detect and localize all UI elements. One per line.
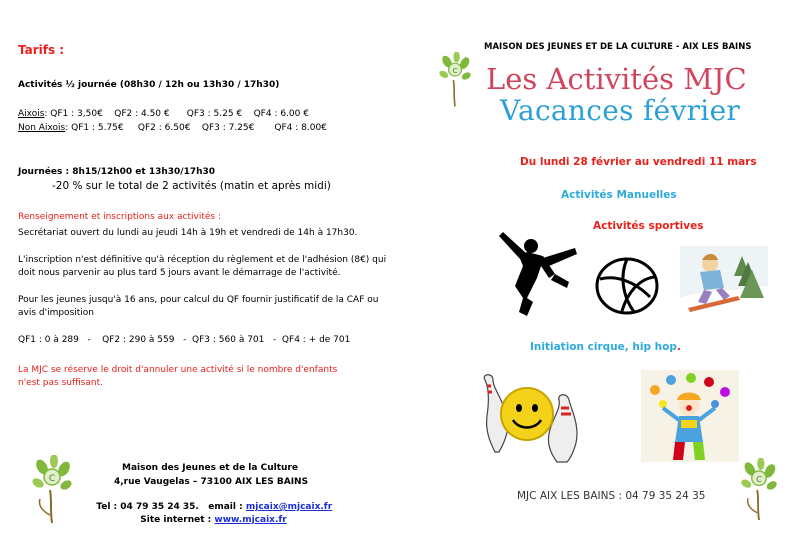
reduction-line: -20 % sur le total de 2 activités (matin et après midi) — [52, 180, 331, 192]
activites-sportives: Activités sportives — [593, 220, 704, 232]
qf-line: QF1 : 0 à 289 - QF2 : 290 à 559 - QF3 : 560 à 701 - QF4 : + de 701 — [18, 335, 351, 345]
secretariat-line: Secrétariat ouvert du lundi au jeudi 14h à 19h et vendredi de 14h à 17h30. — [18, 228, 358, 238]
mjc-logo-icon — [30, 455, 74, 529]
tarifs-title: Tarifs : — [18, 43, 65, 57]
title-line-2: Vacances février — [500, 94, 741, 127]
mjc-header: MAISON DES JEUNES ET DE LA CULTURE - AIX LES BAINS — [484, 42, 752, 52]
title-line-1: Les Activités MJC — [486, 62, 747, 96]
non-aixois-label: Non Aixois — [18, 123, 66, 133]
tel-text: Tel : 04 79 35 24 35. email : — [96, 502, 246, 512]
initiation-text: Initiation cirque, hip hop — [530, 341, 677, 353]
inscription-line-1: L'inscription n'est définitive qu'à réception du règlement et de l'adhésion (8€) qui — [18, 255, 387, 265]
email-link[interactable]: mjcaix@mjcaix.fr — [245, 502, 333, 512]
mjc-logo-icon — [739, 458, 779, 526]
journees-line: Journées : 8h15/12h00 et 13h30/17h30 — [18, 167, 216, 177]
non-aixois-row — [18, 122, 327, 134]
footer-phone: MJC AIX LES BAINS : 04 79 35 24 35 — [517, 490, 706, 502]
aixois-prices: : QF1 : 3,50€ QF2 : 4.50 € QF3 : 5.25 € QF4 : 6.00 € — [44, 109, 309, 119]
breakdancer-icon — [497, 226, 589, 322]
aixois-label: Aixois — [18, 109, 45, 119]
initiation-row — [530, 341, 681, 353]
non-aixois-prices: : QF1 : 5.75€ QF2 : 6.50€ QF3 : 7.25€ QF4 : 8.00€ — [65, 123, 327, 133]
reserve-line-2: n'est pas suffisant. — [18, 378, 103, 388]
info-title: Renseignement et inscriptions aux activités : — [18, 212, 222, 222]
aixois-row — [18, 108, 309, 120]
svg-text:C: C — [756, 473, 762, 484]
site-label: Site internet : — [140, 515, 215, 525]
activites-line: Activités ½ journée (08h30 / 12h ou 13h30 / 17h30) — [18, 80, 280, 90]
reserve-line-1: La MJC se réserve le droit d'annuler une activité si le nombre d'enfants — [18, 365, 338, 375]
activites-manuelles: Activités Manuelles — [561, 189, 677, 201]
address-street: 4,rue Vaugelas – 73100 AIX LES BAINS — [114, 477, 309, 487]
jeunes-line-2: avis d'imposition — [18, 308, 94, 318]
volleyball-icon — [594, 257, 660, 319]
jeunes-line-1: Pour les jeunes jusqu'à 16 ans, pour calcul du QF fournir justificatif de la CAF ou — [18, 295, 379, 305]
bowling-icon — [477, 372, 587, 468]
site-link[interactable]: www.mjcaix.fr — [214, 515, 287, 525]
dates-line: Du lundi 28 février au vendredi 11 mars — [520, 156, 757, 168]
address-name: Maison des Jeunes et de la Culture — [122, 463, 298, 473]
svg-text:C: C — [452, 65, 458, 75]
initiation-dot: . — [676, 341, 681, 353]
snowboarder-icon — [680, 246, 768, 320]
mjc-logo-icon — [437, 52, 473, 112]
site-row — [134, 502, 287, 526]
svg-text:C: C — [48, 474, 56, 484]
clown-juggler-icon — [641, 370, 739, 466]
inscription-line-2: doit nous parvenir au plus tard 5 jours avant le démarrage de l'activité. — [18, 268, 341, 278]
